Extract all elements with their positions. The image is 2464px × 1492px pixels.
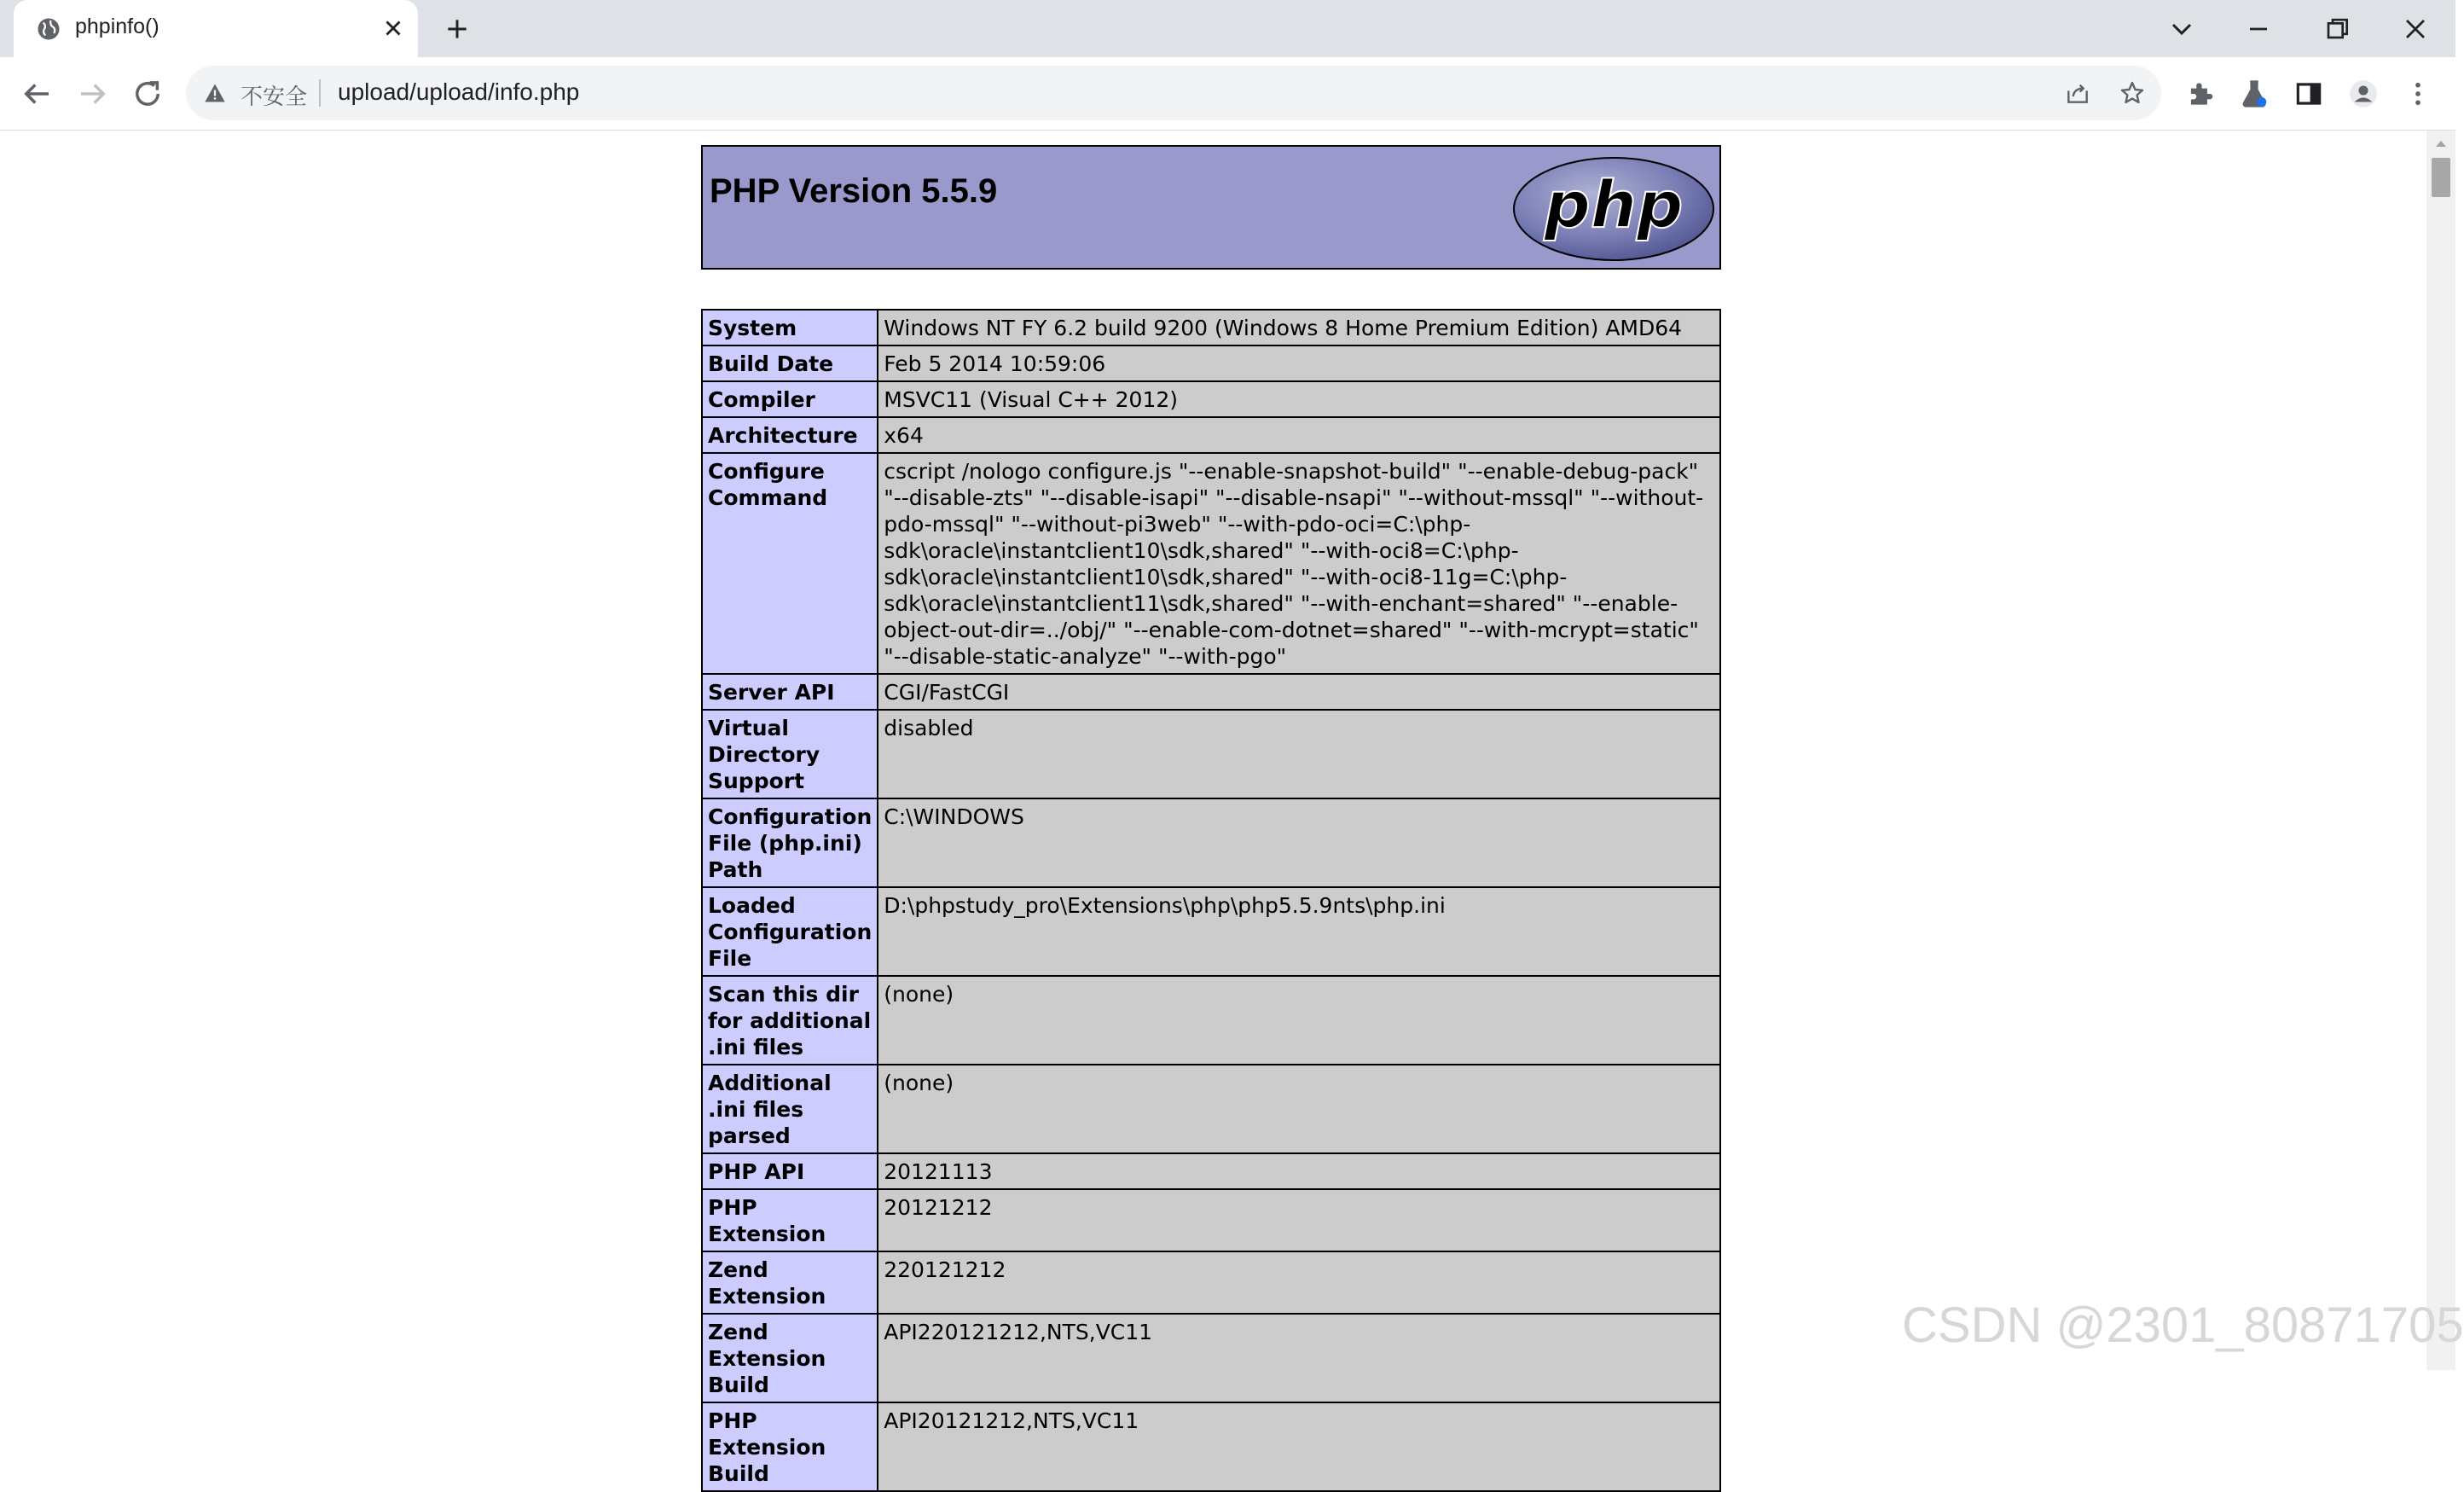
row-value: CGI/FastCGI <box>878 674 1720 710</box>
puzzle-icon[interactable] <box>2184 78 2217 110</box>
watermark: CSDN @2301_80871705 <box>1902 1298 2464 1353</box>
row-key: Configuration File (php.ini) Path <box>702 798 878 887</box>
warning-icon[interactable] <box>203 81 227 105</box>
row-key: PHP API <box>702 1153 878 1189</box>
row-value: Windows NT FY 6.2 build 9200 (Windows 8 Home Premium Edition) AMD64 <box>878 310 1720 345</box>
row-value: 20121113 <box>878 1153 1720 1189</box>
table-row <box>702 381 1720 417</box>
row-key: PHP Extension <box>702 1189 878 1251</box>
side-panel-icon[interactable] <box>2293 78 2325 110</box>
more-vert-icon[interactable] <box>2402 78 2434 110</box>
globe-icon <box>36 16 61 42</box>
plus-icon[interactable] <box>444 15 471 43</box>
share-icon[interactable] <box>2064 79 2091 107</box>
table-row <box>702 1065 1720 1153</box>
omnibox-divider <box>319 79 321 107</box>
row-key: Virtual Directory Support <box>702 710 878 798</box>
table-row <box>702 345 1720 381</box>
window-close-icon[interactable] <box>2398 12 2432 46</box>
profile-icon[interactable] <box>2347 78 2380 110</box>
table-row <box>702 417 1720 453</box>
row-key: Architecture <box>702 417 878 453</box>
back-arrow-icon[interactable] <box>19 76 55 112</box>
row-value: API20121212,NTS,VC11 <box>878 1402 1720 1491</box>
row-value: Feb 5 2014 10:59:06 <box>878 345 1720 381</box>
address-bar[interactable] <box>186 66 2161 120</box>
table-row <box>702 1402 1720 1491</box>
row-key: Zend Extension <box>702 1251 878 1314</box>
row-value: (none) <box>878 976 1720 1065</box>
row-value: D:\phpstudy_pro\Extensions\php\php5.5.9nts\php.ini <box>878 887 1720 976</box>
row-value: C:\WINDOWS <box>878 798 1720 887</box>
browser-toolbar <box>0 57 2455 131</box>
tab-title: phpinfo() <box>75 15 159 38</box>
row-value: cscript /nologo configure.js "--enable-snapshot-build" "--enable-debug-pack" "--disable-zts" "--disable-isapi" "--disable-nsapi" "--without-mssql" "--without-pdo-mssql" "--without-pi3web" "--with-pdo-oci=C:\php-sdk\oracle\instantclient10\sdk,shared" "--with-oci8=C:\php-sdk\oracle\instantclient10\sdk,shared" "--with-oci8-11g=C:\php-sdk\oracle\instantclient11\sdk,shared" "--with-enchant=shared" "--enable-object-out-dir=../obj/" "--enable-com-dotnet=shared" "--with-mcrypt=static" "--disable-static-analyze" "--with-pgo" <box>878 453 1720 674</box>
url-text[interactable]: upload/upload/info.php <box>338 78 580 105</box>
row-value: API220121212,NTS,VC11 <box>878 1314 1720 1402</box>
table-row <box>702 674 1720 710</box>
row-key: Server API <box>702 674 878 710</box>
php-header <box>701 145 1721 270</box>
row-value: disabled <box>878 710 1720 798</box>
scrollbar-thumb[interactable] <box>2432 158 2450 197</box>
table-row <box>702 1314 1720 1402</box>
table-row <box>702 710 1720 798</box>
scroll-up-icon[interactable] <box>2434 137 2448 149</box>
vertical-scrollbar[interactable] <box>2426 131 2455 1370</box>
row-value: x64 <box>878 417 1720 453</box>
row-value: 20121212 <box>878 1189 1720 1251</box>
security-label[interactable]: 不安全 <box>241 84 308 110</box>
row-key: PHP Extension Build <box>702 1402 878 1491</box>
row-key: Build Date <box>702 345 878 381</box>
table-row <box>702 976 1720 1065</box>
table-row <box>702 1189 1720 1251</box>
table-row <box>702 1153 1720 1189</box>
row-value: (none) <box>878 1065 1720 1153</box>
row-key: System <box>702 310 878 345</box>
reload-icon[interactable] <box>130 76 165 112</box>
table-row <box>702 310 1720 345</box>
tab-strip <box>0 0 2455 57</box>
table-row <box>702 798 1720 887</box>
php-logo <box>1511 155 1716 263</box>
row-key: Loaded Configuration File <box>702 887 878 976</box>
chevron-down-icon[interactable] <box>2165 12 2199 46</box>
page-title: PHP Version 5.5.9 <box>710 172 998 210</box>
row-key: Configure Command <box>702 453 878 674</box>
page-viewport <box>0 131 2426 1486</box>
star-icon[interactable] <box>2119 79 2146 107</box>
tab-phpinfo[interactable] <box>14 0 418 57</box>
table-row <box>702 453 1720 674</box>
row-value: 220121212 <box>878 1251 1720 1314</box>
row-key: Scan this dir for additional .ini files <box>702 976 878 1065</box>
minimize-icon[interactable] <box>2241 12 2276 46</box>
table-row <box>702 1251 1720 1314</box>
table-row <box>702 887 1720 976</box>
row-value: MSVC11 (Visual C++ 2012) <box>878 381 1720 417</box>
close-icon[interactable] <box>380 15 406 41</box>
row-key: Compiler <box>702 381 878 417</box>
php-logo-text: php <box>1544 166 1684 242</box>
row-key: Additional .ini files parsed <box>702 1065 878 1153</box>
php-info-table <box>701 309 1721 1492</box>
row-key: Zend Extension Build <box>702 1314 878 1402</box>
restore-icon[interactable] <box>2320 12 2354 46</box>
forward-arrow-icon[interactable] <box>75 76 111 112</box>
flask-icon[interactable] <box>2238 78 2270 110</box>
